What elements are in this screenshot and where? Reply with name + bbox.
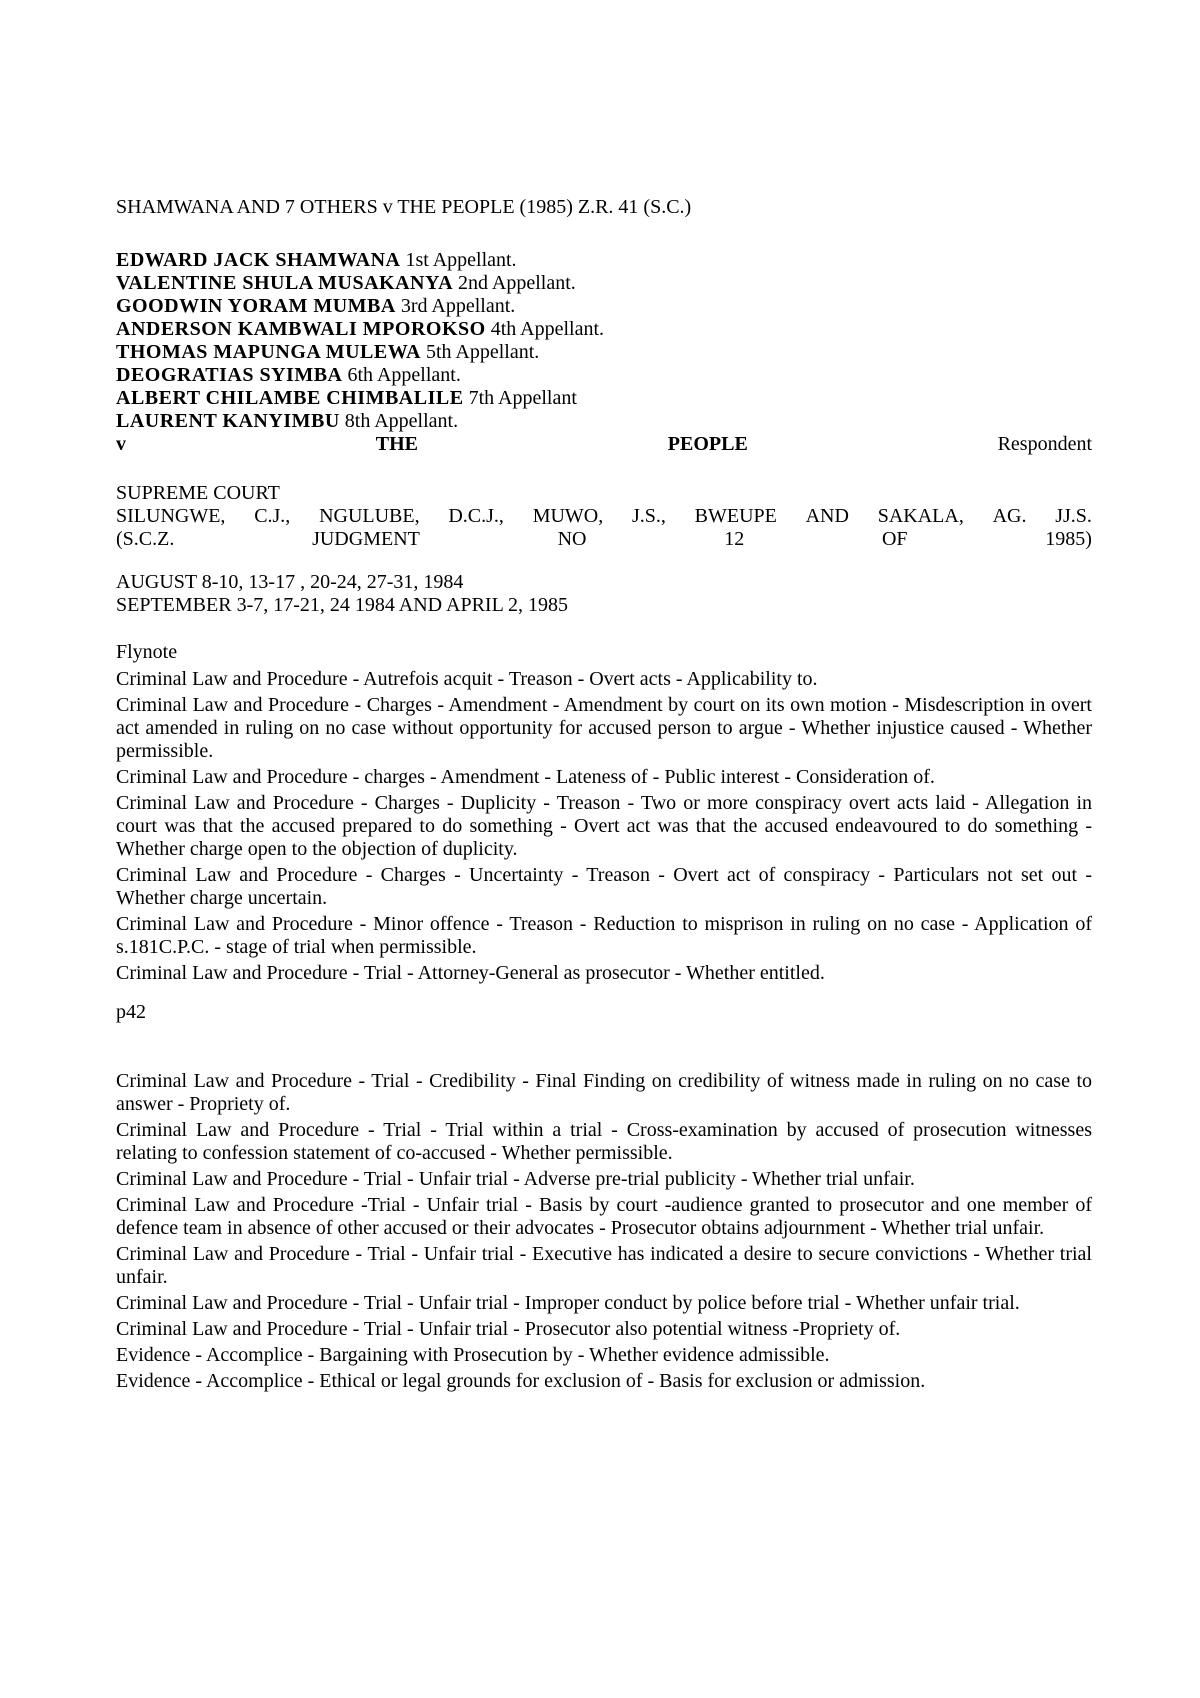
respondent-line xyxy=(116,433,1092,456)
document-page xyxy=(116,196,1092,1396)
judge-word: AG. xyxy=(992,505,1027,527)
flynote-item: Evidence - Accomplice - Bargaining with Prosecution by - Whether evidence admissible. xyxy=(116,1344,830,1366)
judge-word: MUWO, xyxy=(532,505,604,527)
appellant-name: EDWARD JACK SHAMWANA xyxy=(116,249,401,271)
flynote-item: Criminal Law and Procedure - Charges - Amendment - Amendment by court on its own motion - Misdescription in overt act amended in ruling on no case without opportunity for accused person to argue - Whether injustice caused - Whether permissible. xyxy=(116,694,1092,762)
respondent-name: PEOPLE xyxy=(667,433,748,455)
appellant-role: 4th Appellant. xyxy=(490,318,605,340)
appellant-name: VALENTINE SHULA MUSAKANYA xyxy=(116,272,454,294)
flynote-item: Criminal Law and Procedure - Autrefois acquit - Treason - Overt acts - Applicability to. xyxy=(116,668,818,690)
appellant-role: 2nd Appellant. xyxy=(458,272,576,294)
flynote-item: Criminal Law and Procedure - Trial - Unfair trial - Improper conduct by police before trial - Whether unfair trial. xyxy=(116,1292,1020,1314)
page-number: p42 xyxy=(116,1001,146,1023)
judge-word: C.J., xyxy=(254,505,291,527)
appellant-8 xyxy=(116,410,1092,433)
appellant-name: GOODWIN YORAM MUMBA xyxy=(116,295,396,317)
case-citation: SHAMWANA AND 7 OTHERS v THE PEOPLE (1985) Z.R. 41 (S.C.) xyxy=(116,196,692,218)
flynote-item: Criminal Law and Procedure - Trial - Trial within a trial - Cross-examination by accused of prosecution witnesses relating to confession statement of co-accused - Whether permissible. xyxy=(116,1119,1092,1164)
appellant-role: 5th Appellant. xyxy=(425,341,540,363)
appellant-role: 3rd Appellant. xyxy=(400,295,516,317)
judge-word: SAKALA, xyxy=(877,505,964,527)
appellant-name: LAURENT KANYIMBU xyxy=(116,410,340,432)
appellant-name: ANDERSON KAMBWALI MPOROKSO xyxy=(116,318,486,340)
judgment-ref-word: NO xyxy=(557,528,587,550)
flynote-item: Criminal Law and Procedure - Trial - Unfair trial - Executive has indicated a desire to secure convictions - Whether trial unfair. xyxy=(116,1243,1092,1288)
appellant-role: 7th Appellant xyxy=(468,387,577,409)
judge-word: D.C.J., xyxy=(448,505,504,527)
flynote-item: Criminal Law and Procedure - Charges - Duplicity - Treason - Two or more conspiracy overt acts laid - Allegation in court was that the accused prepared to do something - Overt act was that the accused endeavoured to do something - Whether charge open to the objection of duplicity. xyxy=(116,792,1092,860)
flynote-item: Criminal Law and Procedure - Minor offence - Treason - Reduction to misprison in ruling on no case - Application of s.181C.P.C. - stage of trial when permissible. xyxy=(116,913,1092,958)
flynote-item: Criminal Law and Procedure - Trial - Attorney-General as prosecutor - Whether entitled. xyxy=(116,962,825,984)
flynote-item: Criminal Law and Procedure - Charges - Uncertainty - Treason - Overt act of conspiracy - Particulars not set out - Whether charge uncertain. xyxy=(116,864,1092,909)
flynote-item: Criminal Law and Procedure -Trial - Unfair trial - Basis by court -audience granted to prosecutor and one member of defence team in absence of other accused or their advocates - Prosecutor obtains adjournment - Whether trial unfair. xyxy=(116,1194,1092,1239)
flynote-item: Criminal Law and Procedure - Trial - Unfair trial - Adverse pre-trial publicity - Whether trial unfair. xyxy=(116,1168,915,1190)
appellant-name: DEOGRATIAS SYIMBA xyxy=(116,364,343,386)
hearing-dates-1: AUGUST 8-10, 13-17 , 20-24, 27-31, 1984 xyxy=(116,571,464,593)
appellant-role: 6th Appellant. xyxy=(347,364,461,386)
flynote-list-a xyxy=(116,668,1092,985)
respondent-role: Respondent xyxy=(997,433,1092,455)
appellant-3 xyxy=(116,295,1092,318)
appellant-role: 8th Appellant. xyxy=(344,410,459,432)
judge-word: AND xyxy=(805,505,849,527)
appellant-role: 1st Appellant. xyxy=(405,249,517,271)
flynote-item: Evidence - Accomplice - Ethical or legal grounds for exclusion of - Basis for exclusion or admission. xyxy=(116,1370,926,1392)
respondent-the: THE xyxy=(375,433,419,455)
judgment-ref-word: OF xyxy=(881,528,908,550)
judgment-ref-word: 1985) xyxy=(1045,528,1092,550)
flynote-heading: Flynote xyxy=(116,641,178,663)
judges-line xyxy=(116,505,1092,528)
appellant-5 xyxy=(116,341,1092,364)
appellant-1 xyxy=(116,249,1092,272)
appellants-list xyxy=(116,249,1092,433)
appellant-4 xyxy=(116,318,1092,341)
flynote-list-b xyxy=(116,1070,1092,1393)
appellant-name: ALBERT CHILAMBE CHIMBALILE xyxy=(116,387,464,409)
judge-word: JJ.S. xyxy=(1055,505,1092,527)
judge-word: BWEUPE xyxy=(694,505,777,527)
judge-word: SILUNGWE, xyxy=(116,505,226,527)
judge-word: NGULUBE, xyxy=(319,505,420,527)
hearing-dates-2: SEPTEMBER 3-7, 17-21, 24 1984 AND APRIL 2, 1985 xyxy=(116,594,569,616)
judgment-ref-word: JUDGMENT xyxy=(312,528,420,550)
judge-word: J.S., xyxy=(631,505,666,527)
versus-label: v xyxy=(116,433,126,455)
judgment-ref-word: 12 xyxy=(724,528,745,550)
judgment-reference xyxy=(116,528,1092,551)
appellant-2 xyxy=(116,272,1092,295)
flynote-item: Criminal Law and Procedure - charges - Amendment - Lateness of - Public interest - Consideration of. xyxy=(116,766,935,788)
judgment-ref-word: (S.C.Z. xyxy=(116,528,175,550)
court-name: SUPREME COURT xyxy=(116,482,280,504)
appellant-6 xyxy=(116,364,1092,387)
appellant-7 xyxy=(116,387,1092,410)
flynote-item: Criminal Law and Procedure - Trial - Unfair trial - Prosecutor also potential witness -Propriety of. xyxy=(116,1318,901,1340)
flynote-item: Criminal Law and Procedure - Trial - Credibility - Final Finding on credibility of witness made in ruling on no case to answer - Propriety of. xyxy=(116,1070,1092,1115)
appellant-name: THOMAS MAPUNGA MULEWA xyxy=(116,341,421,363)
